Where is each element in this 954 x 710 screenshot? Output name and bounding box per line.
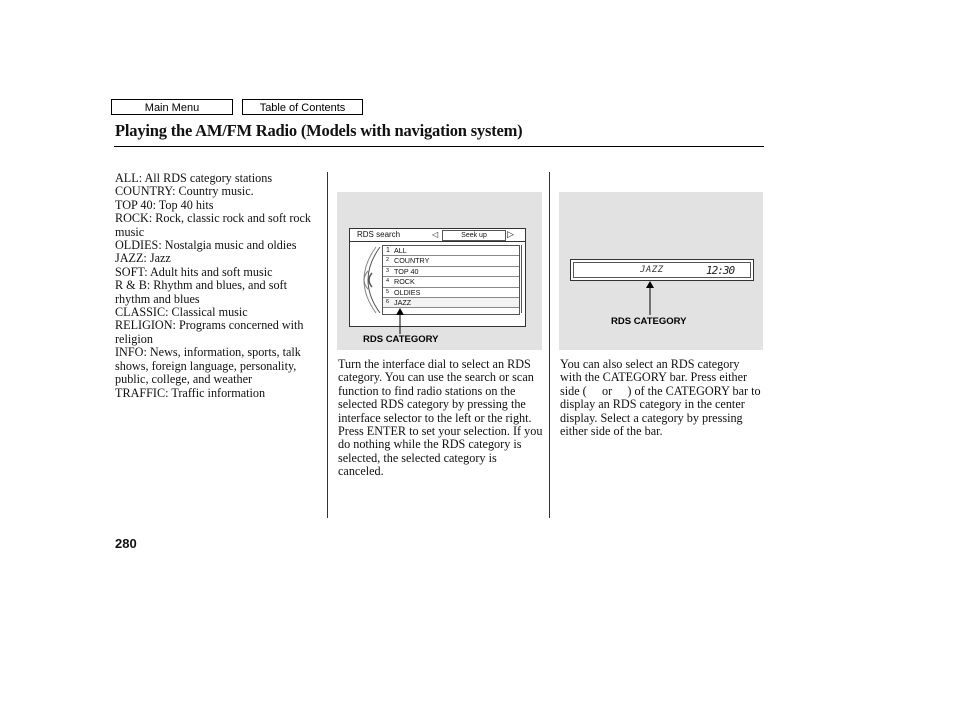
page-title: Playing the AM/FM Radio (Models with navigation system): [115, 121, 523, 140]
rds-search-screen-figure: [337, 192, 542, 350]
list-item: 1 ALL: [383, 246, 519, 256]
instruction-text-dial: [338, 358, 543, 479]
title-divider: [114, 146, 764, 147]
definition-item: TRAFFIC: Traffic information: [115, 385, 266, 400]
screen-header: [350, 229, 525, 242]
screen-title: RDS search: [357, 230, 401, 239]
list-item: 4 ROCK: [383, 277, 519, 287]
navigation-screen: [349, 228, 526, 327]
display-panel: [573, 262, 751, 278]
display-time: 12:30: [706, 264, 735, 277]
instruction-text-category-bar: [560, 358, 763, 438]
definition-item: ROCK: Rock, classic rock and soft rock music: [115, 211, 311, 239]
figure-caption: RDS CATEGORY: [611, 316, 687, 327]
definition-item: TOP 40: Top 40 hits: [115, 197, 214, 212]
definition-item: RELIGION: Programs concerned with religion: [115, 318, 304, 346]
category-list: [382, 245, 520, 315]
page-number: 280: [115, 536, 137, 551]
dial-arc-icon: [354, 245, 382, 315]
definition-item: COUNTRY: Country music.: [115, 184, 254, 199]
definition-item: ALL: All RDS category stations: [115, 171, 273, 185]
list-item-selected: 6 JAZZ: [383, 298, 519, 308]
definition-item: INFO: News, information, sports, talk shows, foreign language, personality, public, college, and weather: [115, 345, 301, 387]
column-divider: [327, 172, 328, 518]
triangle-right-icon: ▷: [507, 229, 514, 239]
list-scroll-edge: [521, 245, 526, 313]
definition-item: CLASSIC: Classical music: [115, 305, 248, 320]
paragraph: You can also select an RDS category with the CATEGORY bar. Press either side ( or ) of the CATEGORY bar to display an RDS category in the center display. Select a category by pressing either side of the bar.: [560, 357, 764, 439]
column-divider: [549, 172, 550, 518]
center-display-figure: [559, 192, 763, 350]
list-item: 2 COUNTRY: [383, 256, 519, 266]
figure-caption: RDS CATEGORY: [363, 334, 439, 345]
seek-up-label: Seek up: [442, 230, 506, 241]
list-item: 5 OLDIES: [383, 288, 519, 298]
callout-arrow-icon: [645, 281, 655, 317]
definition-item: R & B: Rhythm and blues, and soft rhythm and blues: [115, 278, 287, 306]
definition-item: SOFT: Adult hits and soft music: [115, 264, 273, 279]
center-display: [570, 259, 754, 281]
main-menu-button[interactable]: Main Menu: [111, 99, 233, 115]
list-item: 3 TOP 40: [383, 267, 519, 277]
category-definitions: [115, 172, 320, 400]
definition-item: JAZZ: Jazz: [115, 251, 171, 266]
display-category-text: JAZZ: [640, 265, 664, 275]
triangle-left-icon: ◁: [432, 230, 439, 239]
definition-item: OLDIES: Nostalgia music and oldies: [115, 238, 297, 253]
paragraph: Turn the interface dial to select an RDS category. You can use the search or scan function to find radio stations on the selected RDS category by pressing the interface selector to the left or the right. Press ENTER to set your selection. If you do nothing while the RDS category is selected, the selected category is canceled.: [338, 357, 543, 479]
table-of-contents-button[interactable]: Table of Contents: [242, 99, 363, 115]
